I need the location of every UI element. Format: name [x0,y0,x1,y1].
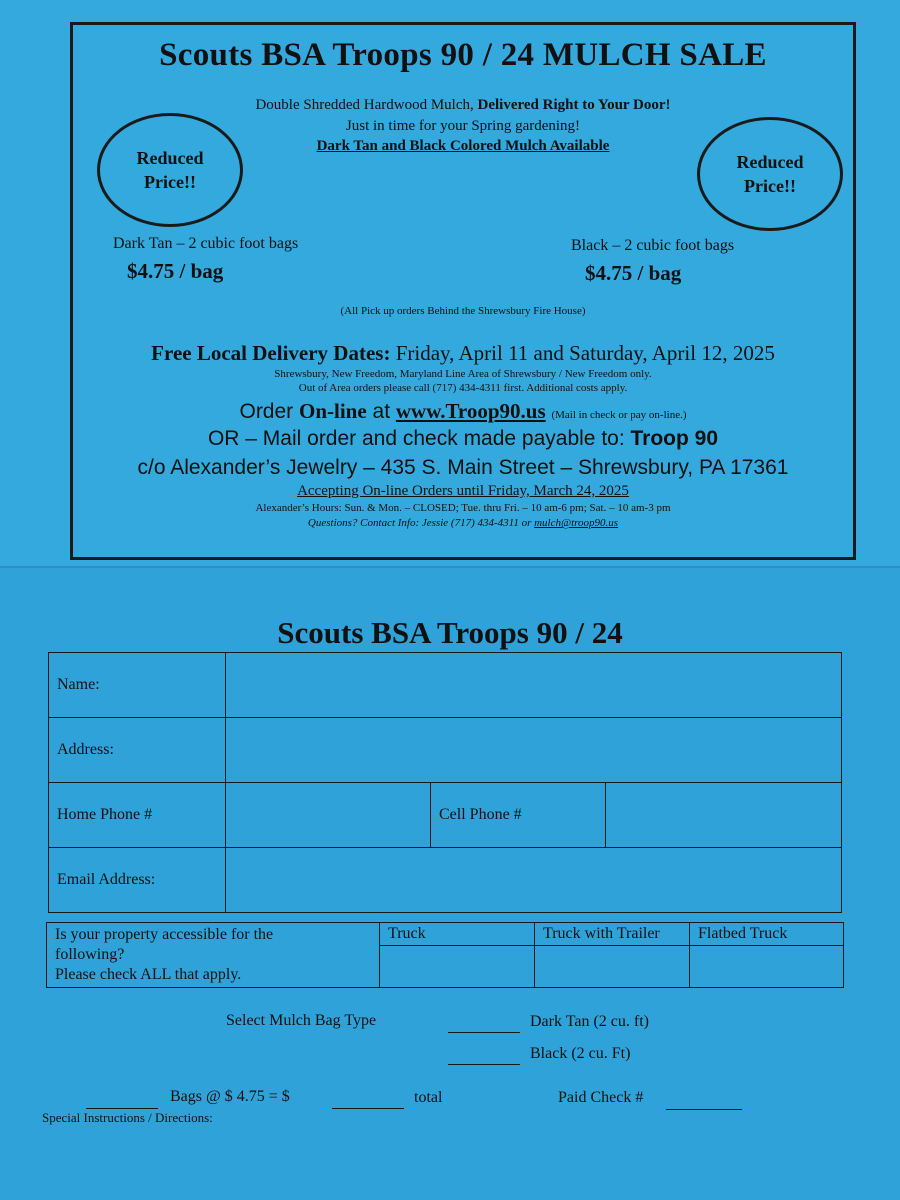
truck-trailer-label: Truck with Trailer [535,923,690,946]
fold-line [0,566,900,568]
cell-phone-field[interactable] [606,783,842,848]
access-question-line1: Is your property accessible for the [55,926,274,943]
out-of-area-note: Out of Area orders please call (717) 434-4311 first. Additional costs apply. [298,382,628,394]
access-question-line3: Please check ALL that apply. [55,966,242,983]
online-text: On-line [299,399,367,423]
mailing-address: c/o Alexander’s Jewelry – 435 S. Main Street – Shrewsbury, PA 17361 [137,456,789,479]
black-option: Black (2 cu. Ft) [530,1045,631,1062]
payee-text: Troop 90 [630,427,719,450]
flatbed-label: Flatbed Truck [690,923,844,946]
truck-checkbox[interactable] [380,946,535,988]
total-label: total [414,1089,443,1106]
cell-phone-label: Cell Phone # [431,783,606,848]
name-label: Name: [49,653,226,718]
total-blank[interactable] [332,1092,404,1109]
contact-info [73,517,853,529]
dark-tan-option: Dark Tan (2 cu. ft) [530,1013,649,1030]
mulch-description-text: Double Shredded Hardwood Mulch, [255,97,478,113]
bags-price-text: Bags @ $ 4.75 = $ [170,1088,290,1105]
truck-trailer-checkbox[interactable] [535,946,690,988]
special-instructions-label: Special Instructions / Directions: [42,1110,213,1125]
delivery-dates-line [73,341,853,366]
delivery-area: Shrewsbury, New Freedom, Maryland Line Area of Shrewsbury / New Freedom only. [274,368,652,380]
check-number-blank[interactable] [666,1093,742,1110]
online-deadline: Accepting On-line Orders until Friday, March 24, 2025 [297,483,629,499]
badge-left-text: Reduced Price!! [136,148,204,192]
paid-check-label: Paid Check # [558,1089,644,1106]
flatbed-checkbox[interactable] [690,946,844,988]
order-text: Order [239,400,299,423]
bags-quantity-blank[interactable] [86,1092,158,1109]
spring-line: Just in time for your Spring gardening! [345,118,581,134]
mail-order-text: OR – Mail order and check made payable to: [207,427,631,450]
mulch-description [73,97,853,114]
pickup-note: (All Pick up orders Behind the Shrewsbury Fire House) [340,305,586,317]
home-phone-field[interactable] [226,783,431,848]
store-hours: Alexander’s Hours: Sun. & Mon. – CLOSED; Tue. thru Fri. – 10 am-6 pm; Sat. – 10 am-3 pm [255,502,671,514]
flyer-title: Scouts BSA Troops 90 / 24 MULCH SALE [159,37,767,73]
dark-tan-price: $4.75 / bag [127,259,224,283]
address-field[interactable] [226,718,842,783]
dark-tan-blank[interactable] [448,1016,520,1033]
delivery-heading: Free Local Delivery Dates: [151,341,391,365]
reduced-price-badge-left [97,113,243,227]
home-phone-label: Home Phone # [49,783,226,848]
flyer-box [70,22,856,560]
access-question-line2: following? [55,946,125,963]
black-label: Black – 2 cubic foot bags [571,237,735,254]
order-online-line [73,399,853,424]
select-type-label: Select Mulch Bag Type [226,1012,377,1029]
mail-order-line [73,427,853,451]
contact-text: Questions? Contact Info: Jessie (717) 434-4311 or [307,517,535,529]
reduced-price-badge-right [697,117,843,231]
form-title: Scouts BSA Troops 90 / 24 [277,615,623,650]
order-form-table [48,652,842,913]
at-text: at [366,400,396,423]
website-link[interactable]: www.Troop90.us [395,399,546,423]
email-field[interactable] [226,848,842,913]
truck-label: Truck [380,923,535,946]
black-price: $4.75 / bag [585,261,682,285]
email-label: Email Address: [49,848,226,913]
colors-available: Dark Tan and Black Colored Mulch Available [316,138,610,154]
contact-email-link[interactable]: mulch@troop90.us [534,517,619,529]
access-question [47,923,380,988]
dark-tan-label: Dark Tan – 2 cubic foot bags [113,235,299,252]
access-table [46,922,844,988]
black-blank[interactable] [448,1048,520,1065]
name-field[interactable] [226,653,842,718]
order-online-note: (Mail in check or pay on-line.) [551,409,687,421]
delivered-text: Delivered Right to Your Door! [477,97,671,113]
badge-right-text: Reduced Price!! [736,152,804,196]
address-label: Address: [49,718,226,783]
delivery-dates: Friday, April 11 and Saturday, April 12, 2025 [395,341,775,365]
